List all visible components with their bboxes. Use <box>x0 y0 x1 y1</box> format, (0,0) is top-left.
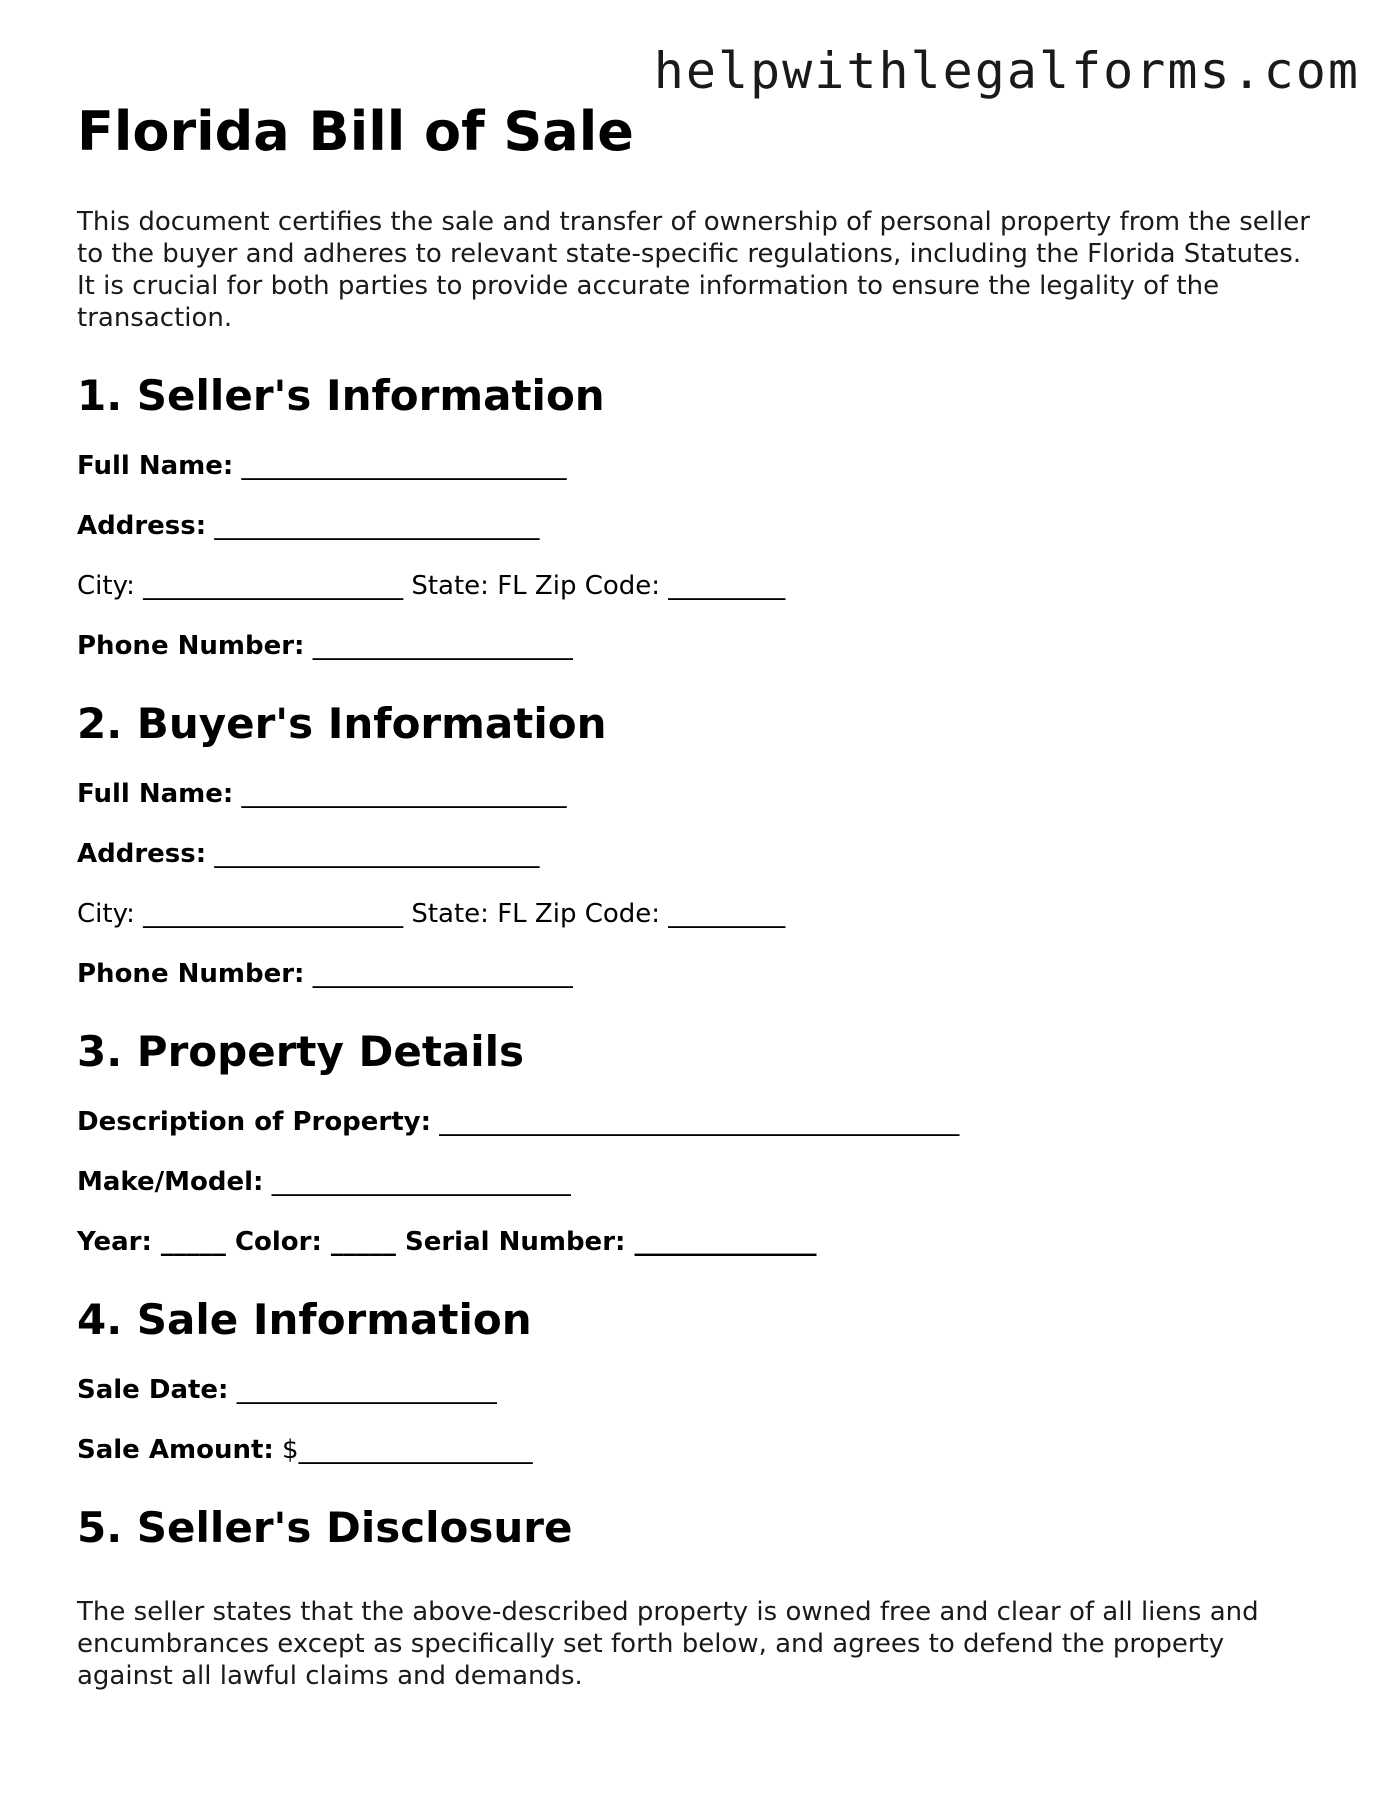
intro-paragraph: This document certifies the sale and transfer of ownership of personal property from the seller to the buyer and adheres to relevant state-specific regulations, including the Florida Statutes. It is crucial for both parties to provide accurate information to ensure the legality of the transaction. <box>77 207 1310 333</box>
field-label: Address: <box>77 511 207 541</box>
disclosure-paragraph: The seller states that the above-described property is owned free and clear of all liens and encumbrances except as specifically set forth below, and agrees to defend the property against all lawful claims and demands. <box>77 1597 1259 1691</box>
buyer-section-heading: 2. Buyer's Information <box>77 699 607 748</box>
sale-section-heading: 4. Sale Information <box>77 1295 532 1344</box>
seller-address-field[interactable] <box>77 510 1327 542</box>
bill-of-sale-document <box>77 92 1327 1692</box>
fill-line[interactable]: ____________________ <box>228 1375 497 1405</box>
field-label: Full Name: <box>77 451 234 481</box>
field-label: Phone Number: <box>77 631 305 661</box>
site-watermark: helpwithlegalforms.com <box>653 42 1360 100</box>
fill-line[interactable]: ____________________ <box>304 959 573 989</box>
property-description-field[interactable] <box>77 1106 1327 1138</box>
sale-amount-field[interactable] <box>77 1434 1327 1466</box>
fill-line[interactable]: ________________________________________ <box>431 1107 960 1137</box>
buyer-phone-field[interactable] <box>77 958 1327 990</box>
fill-line[interactable]: $__________________ <box>273 1435 533 1465</box>
property-year-color-serial-field[interactable]: Year: _____ Color: _____ Serial Number: ______________ <box>77 1227 817 1257</box>
property-make-model-field[interactable] <box>77 1166 1327 1198</box>
field-label: Make/Model: <box>77 1167 264 1197</box>
field-label: Description of Property: <box>77 1107 432 1137</box>
field-label: Address: <box>77 839 207 869</box>
buyer-city-state-zip-field[interactable]: City: ____________________ State: FL Zip Code: _________ <box>77 899 786 929</box>
field-label: Phone Number: <box>77 959 305 989</box>
seller-full-name-field[interactable] <box>77 450 1327 482</box>
field-label: Sale Date: <box>77 1375 229 1405</box>
sale-date-field[interactable] <box>77 1374 1327 1406</box>
fill-line[interactable]: _________________________ <box>206 839 540 869</box>
fill-line[interactable]: _________________________ <box>206 511 540 541</box>
fill-line[interactable]: _______________________ <box>263 1167 571 1197</box>
seller-phone-field[interactable] <box>77 630 1327 662</box>
disclosure-section-heading: 5. Seller's Disclosure <box>77 1503 573 1552</box>
fill-line[interactable]: _________________________ <box>233 779 567 809</box>
seller-city-state-zip-field[interactable]: City: ____________________ State: FL Zip Code: _________ <box>77 571 786 601</box>
fill-line[interactable]: _________________________ <box>233 451 567 481</box>
field-label: Sale Amount: <box>77 1435 274 1465</box>
buyer-address-field[interactable] <box>77 838 1327 870</box>
fill-line[interactable]: ____________________ <box>304 631 573 661</box>
buyer-full-name-field[interactable] <box>77 778 1327 810</box>
seller-section-heading: 1. Seller's Information <box>77 371 605 420</box>
page-title: Florida Bill of Sale <box>77 100 634 163</box>
property-section-heading: 3. Property Details <box>77 1027 525 1076</box>
field-label: Full Name: <box>77 779 234 809</box>
